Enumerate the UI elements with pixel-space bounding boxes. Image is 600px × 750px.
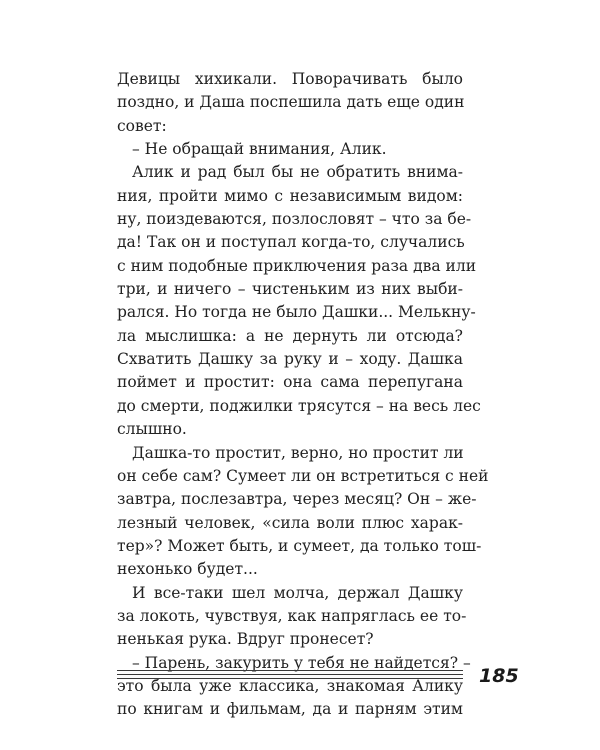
text-line: завтра, послезавтра, через месяц? Он – же- [117,490,477,509]
text-line: – Не обращай внимания, Алик. [132,140,387,159]
text-line: Девицы хихикали. Поворачивать было [117,70,463,88]
footer-rule-line [117,670,463,671]
footer-rules [117,670,463,682]
text-line: три, и ничего – чистеньким из них выби- [117,280,463,299]
page-number: 185 [479,665,519,687]
page-footer [117,665,517,689]
text-line: тер»? Может быть, и сумеет, да только тош- [117,536,482,555]
text-line: слышно. [117,420,187,439]
text-line: ненькая рука. Вдруг пронесет? [117,630,374,649]
text-line: по книгам и фильмам, да и парням этим [117,700,463,719]
text-line: ния, пройти мимо с независимым видом: [117,186,463,205]
text-line: поймет и простит: она сама перепугана [117,373,463,392]
footer-rule-line [117,678,463,679]
text-line: совет: [117,116,167,135]
text-line: Дашка-то простит, верно, но простит ли [132,443,464,462]
text-line: это была уже классика, знакомая Алику [117,676,463,695]
text-line: с ним подобные приключения раза два или [117,256,477,275]
text-line: за локоть, чувствуя, как напряглась ее то- [117,606,467,625]
text-line: Схватить Дашку за руку и – ходу. Дашка [117,350,463,369]
text-line: да! Так он и поступал когда-то, случались [117,233,465,252]
text-line: нехонько будет... [117,560,258,579]
text-line: поздно, и Даша поспешила дать еще один [117,93,465,112]
text-line: рался. Но тогда не было Дашки... Мелькну- [117,303,476,322]
text-line: Алик и рад был бы не обратить внима- [132,163,463,182]
text-line: он себе сам? Сумеет ли он встретиться с ней [117,466,489,485]
text-line: И все-таки шел молча, держал Дашку [132,583,463,602]
text-line: – Парень, закурить у тебя не найдется? – [132,653,471,672]
text-line: ла мыслишка: а не дернуть ли отсюда? [117,326,463,345]
text-line: ну, поиздеваются, позлословят – что за бе- [117,210,472,229]
text-line: лезный человек, «сила воли плюс харак- [117,513,463,532]
text-line: до смерти, поджилки трясутся – на весь лес [117,396,481,415]
footer-rule-line [117,674,463,675]
body-text [117,68,489,722]
